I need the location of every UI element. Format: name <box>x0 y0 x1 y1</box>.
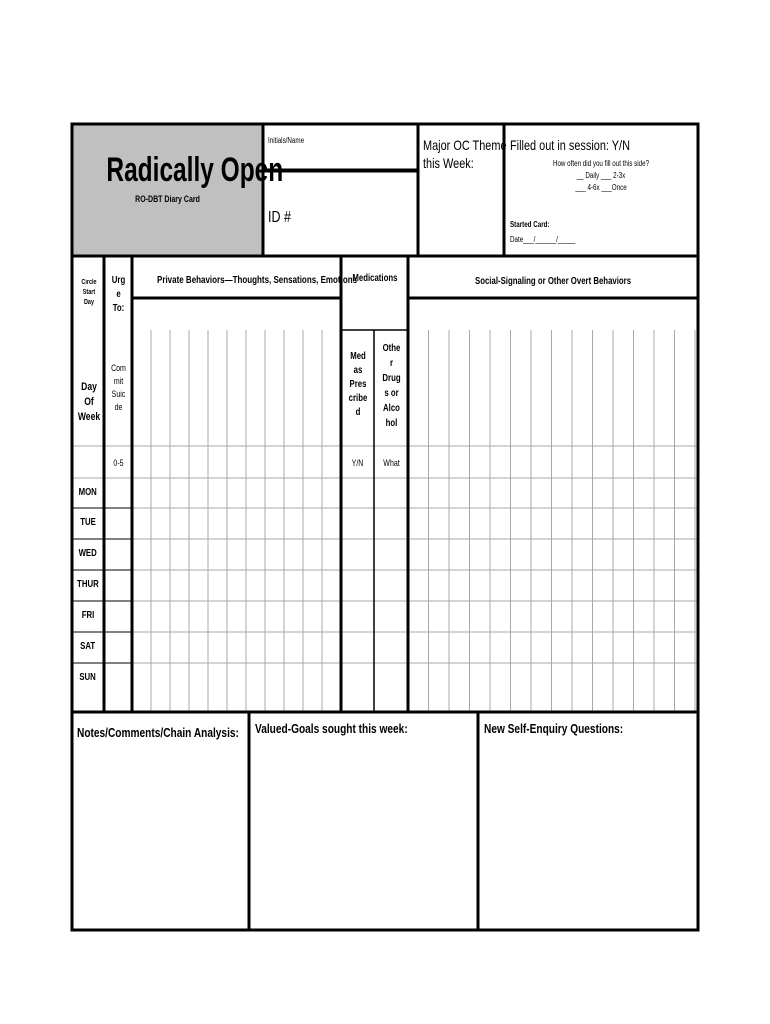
circle-start-day-label: Circle Start Day <box>81 279 97 306</box>
initials-name-label: Initials/Name <box>268 136 305 145</box>
day-label-fri[interactable]: FRI <box>81 610 95 621</box>
meds-yn-label: Y/N <box>352 458 364 468</box>
day-label-sat[interactable]: SAT <box>80 641 96 652</box>
self-enquiry-field[interactable] <box>480 742 696 927</box>
urge-to-label: Urg e To: <box>111 275 126 314</box>
valued-goals-label: Valued-Goals sought this week: <box>255 721 408 736</box>
urge-scale-label: 0-5 <box>113 458 124 468</box>
id-label: ID # <box>268 209 291 226</box>
major-oc-theme-label: Major OC Theme this Week: <box>423 137 507 171</box>
card-title: Radically Open <box>106 151 284 189</box>
day-label-thur[interactable]: THUR <box>77 579 99 590</box>
major-oc-theme-field[interactable] <box>420 180 502 252</box>
id-field[interactable] <box>300 180 415 252</box>
started-card-label: Started Card: <box>510 220 550 229</box>
day-of-week-label: Day Of Week <box>77 381 101 423</box>
notes-label: Notes/Comments/Chain Analysis: <box>77 725 239 740</box>
commit-suicide-label: Com mit Suic de <box>111 363 126 412</box>
day-label-sun[interactable]: SUN <box>79 672 97 683</box>
other-drugs-label: Othe r Drug s or Alco hol <box>382 343 401 429</box>
meds-prescribed-label: Med as Pres cribe d <box>348 351 368 418</box>
notes-field[interactable] <box>74 745 247 927</box>
social-signaling-header: Social-Signaling or Other Overt Behaviors <box>474 276 632 287</box>
frequency-options-2: ___ 4-6x ___Once <box>575 183 627 192</box>
other-what-label: What <box>383 458 400 468</box>
session-label: Filled out in session: Y/N <box>510 137 630 153</box>
frequency-question: How often did you fill out this side? __ Daily ___ 2-3x ___ 4-6x ___Once <box>506 159 696 193</box>
day-label-mon[interactable]: MON <box>78 487 98 498</box>
initials-name-field[interactable] <box>265 150 415 169</box>
day-label-wed[interactable]: WED <box>78 548 98 559</box>
self-enquiry-label: New Self-Enquiry Questions: <box>484 721 624 736</box>
medications-header: Medications <box>351 273 398 284</box>
start-date-field[interactable]: Date___/______/_____ <box>510 235 576 244</box>
frequency-options-1: __ Daily ___ 2-3x <box>576 171 626 180</box>
valued-goals-field[interactable] <box>251 742 476 927</box>
card-subtitle: RO-DBT Diary Card <box>135 194 200 204</box>
private-behaviors-header: Private Behaviors—Thoughts, Sensations, Emotions <box>157 275 358 286</box>
day-label-tue[interactable]: TUE <box>80 517 96 528</box>
